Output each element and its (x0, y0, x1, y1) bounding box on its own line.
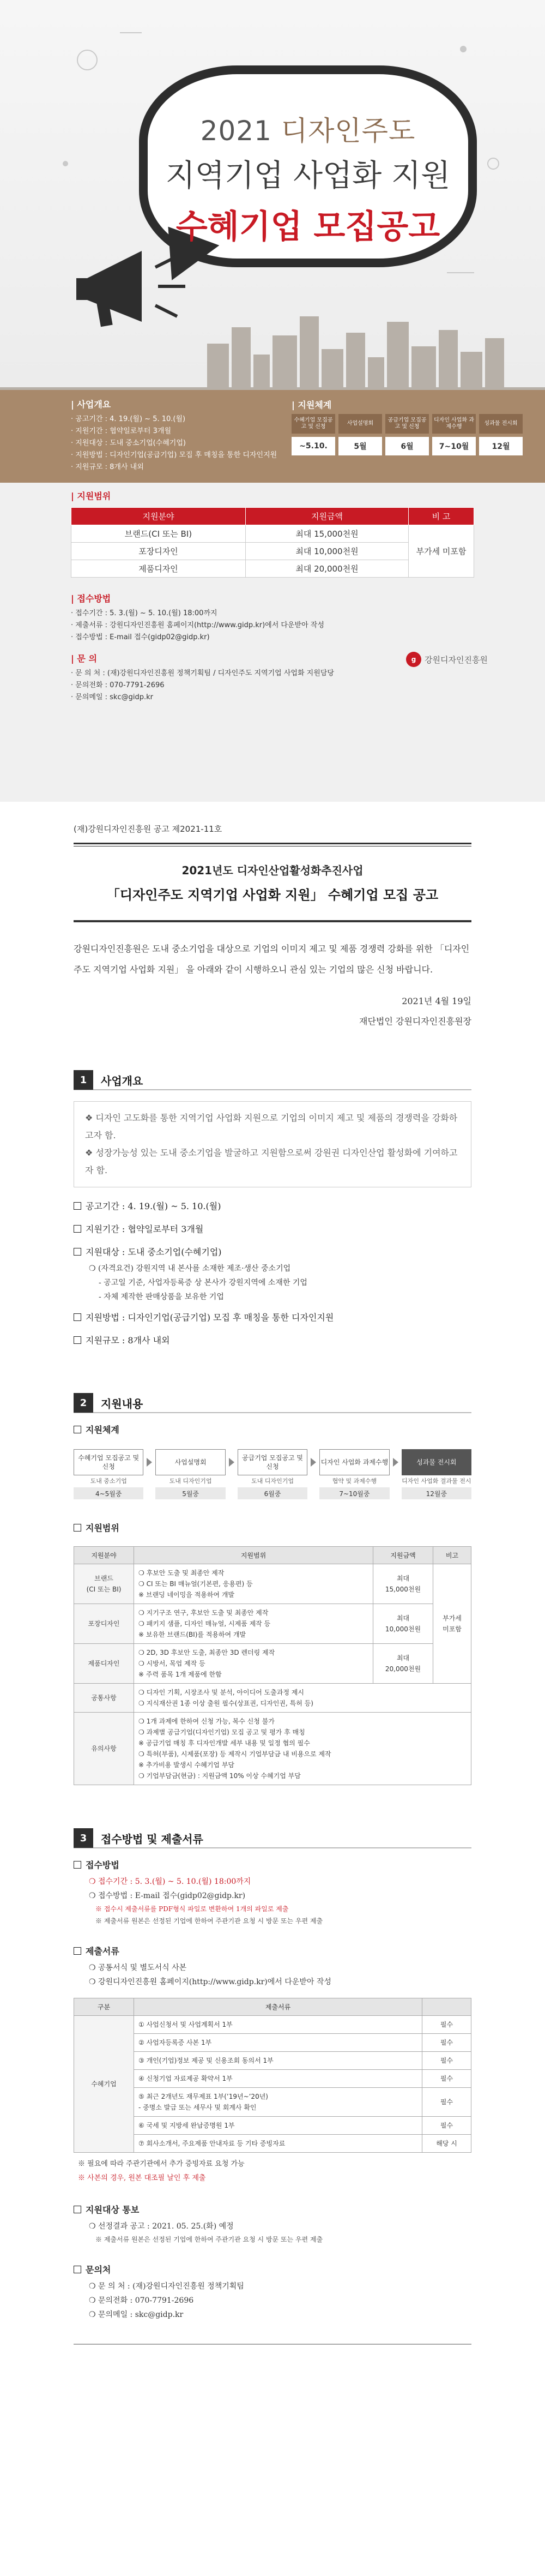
flow-date: 7~10월중 (319, 1487, 389, 1499)
scope-detail: ❍ 디자인 기획, 시장조사 및 분석, 아이디어 도출과정 제시 ❍ 지식재산권 1종 이상 출원 필수(상표권, 디자인권, 특허 등) (134, 1684, 471, 1713)
scope-detail: ❍ 2D, 3D 후보안 도출, 최종안 3D 렌더링 제작 ❍ 시방서, 목업 제작 등 ※ 주력 품목 1개 제품에 한함 (134, 1644, 373, 1684)
purpose-box (74, 1101, 471, 1187)
scope-amount: 최대 10,000천원 (373, 1604, 433, 1644)
docs-line: ❍ 공통서식 및 별도서식 사본 (89, 1963, 187, 1972)
flow-box: 공급기업 모집공고 및 신청 (238, 1449, 307, 1475)
section-number: 1 (74, 1070, 93, 1090)
scope-field: 제품디자인 (74, 1644, 134, 1684)
support-amount: 최대 20,000천원 (245, 560, 408, 578)
flow-box: 수혜기업 모집공고 및 신청 (74, 1449, 143, 1475)
docs-note: ※ 사본의 경우, 원본 대조필 날인 후 제출 (78, 2174, 206, 2182)
poster-logo-text: 강원디자인진흥원 (425, 654, 488, 665)
outline-item-text: 지원대상 : 도내 중소기업(수혜기업) (86, 1247, 222, 1257)
checkbox-square-icon (74, 2266, 81, 2273)
submission-docs-table (74, 1998, 471, 2153)
divider (74, 843, 471, 844)
apply-note: ※ 제출서류 원본은 선정된 기업에 한하여 주관기관 요청 시 방문 또는 우편 제출 (95, 1917, 323, 1925)
support-field: 브랜드(CI 또는 BI) (71, 525, 246, 543)
support-flow (74, 1449, 471, 1499)
table-header (74, 1547, 471, 1564)
schedule-step: 수혜기업 모집공고 및 신청 (292, 414, 335, 434)
checkbox-square-icon (74, 1225, 81, 1233)
poster-year: 2021 (200, 115, 272, 147)
docs-requirement: 필수 (422, 2052, 471, 2070)
poster-outline (71, 398, 277, 473)
flow-date: 5월중 (155, 1487, 225, 1499)
docs-item: ⑤ 최근 2개년도 재무제표 1부(’19년~’20년) - 중명소 발급 또는 세무사 및 회계사 확인 (134, 2088, 422, 2117)
flow-sub: 도내 디자인기업 (169, 1478, 212, 1485)
contact-line: ❍ 문 의 처 : (재)강원디자인진흥원 정책기획팀 (89, 2282, 244, 2291)
arrow-right-icon (147, 1458, 152, 1467)
schedule-step: 공급기업 모집공고 및 신청 (385, 414, 429, 434)
support-note: 부가세 미포함 (409, 525, 474, 578)
table-row (74, 2117, 471, 2135)
system-label-text: 지원체계 (86, 1425, 119, 1435)
checkbox-square-icon (74, 1248, 81, 1256)
flow-sub: 디자인 사업화 결과물 전시 (402, 1478, 471, 1485)
outline-item (74, 1197, 471, 1216)
poster-apply-line: · 접수기간 : 5. 3.(월) ~ 5. 10.(월) 18:00까지 (71, 609, 217, 617)
flow-date: 6월중 (238, 1487, 307, 1499)
scope-label (74, 1519, 471, 1538)
outline-item (74, 1220, 471, 1239)
doc-reference-number: (재)강원디자인진흥원 공고 제2021-11호 (74, 824, 222, 834)
checkbox-square-icon (74, 1426, 81, 1433)
header-cell: 비고 (433, 1547, 471, 1564)
table-row (74, 1604, 471, 1644)
checkbox-square-icon (74, 1947, 81, 1955)
scope-vat-note: 부가세 미포함 (433, 1564, 471, 1684)
poster-schedule (292, 398, 523, 455)
docs-requirement: 필수 (422, 2016, 471, 2034)
poster-info-area (0, 390, 545, 802)
poster-support-table (71, 507, 474, 578)
eligibility-sub: - 자체 제작한 판매상품을 보유한 기업 (99, 1293, 224, 1301)
header-cell: 지원범위 (134, 1547, 373, 1564)
poster (0, 0, 545, 802)
poster-subtitle: 지역기업 사업화 지원 (165, 158, 451, 194)
docs-requirement: 필수 (422, 2088, 471, 2117)
checkbox-square-icon (74, 1861, 81, 1869)
docs-label (74, 1942, 471, 1961)
checkbox-square-icon (74, 2206, 81, 2213)
doc-date: 2021년 4월 19일 (402, 996, 471, 1006)
apply-method: ❍ 접수방법 : E-mail 접수(gidp02@gidp.kr) (89, 1892, 246, 1900)
poster-apply-line: · 제출서류 : 강원디자인진흥원 홈페이지(http://www.gidp.kr)에서 다운받아 작성 (71, 621, 324, 629)
scope-label-text: 지원범위 (86, 1523, 119, 1533)
table-header (74, 1998, 471, 2016)
schedule-date: 12월 (479, 437, 523, 455)
section-number: 2 (74, 1393, 93, 1413)
poster-info-band (0, 390, 545, 483)
purpose-line: ❖ 성장가능성 있는 도내 중소기업을 발굴하고 지원함으로써 강원권 디자인산업 활성화에 기여하고자 함. (85, 1148, 458, 1175)
flow-box: 사업설명회 (155, 1449, 225, 1475)
schedule-date: 5월 (338, 437, 382, 455)
notice-line: ❍ 선정결과 공고 : 2021. 05. 25.(화) 예정 (89, 2222, 234, 2231)
docs-label-text: 제출서류 (86, 1946, 119, 1956)
checkbox-square-icon (74, 1524, 81, 1532)
docs-item: ④ 신청기업 자료제공 확약서 1부 (134, 2070, 422, 2088)
poster-schedule-label: | 지원체계 (292, 400, 332, 410)
eligibility: ❍ (자격요건) 강원지역 내 본사를 소재한 제조·생산 중소기업 (89, 1264, 291, 1273)
docs-item: ⑥ 국세 및 지방세 완납증명원 1부 (134, 2117, 422, 2135)
notice-note: ※ 제출서류 원본은 선정된 기업에 한하여 주관기관 요청 시 방문 또는 우편 제출 (95, 2236, 323, 2243)
flow-step (402, 1449, 471, 1499)
apply-label-text: 접수방법 (86, 1860, 119, 1870)
poster-contact-section (71, 652, 334, 704)
poster-apply-section (71, 592, 324, 644)
scope-detail: ❍ 1개 과제에 한하여 신청 가능, 복수 신청 불가 ❍ 과제별 공급기업(디자인기업) 모집 공고 및 평가 후 매칭 ※ 공급기업 매칭 후 디자인개발 세부 내용 및 일정 협의 필수 ❍ 특허(부품), 시제품(포장) 등 제작시 기업부담금 내 비용으로 제작 ※ 추가비용 발생시 수혜기업 부담 ❍ 기업부담금(현금) : 지원금액 10% 이상 수혜기업 부담 (134, 1713, 471, 1785)
notice-label-text: 지원대상 통보 (86, 2205, 140, 2215)
table-row (74, 2070, 471, 2088)
poster-schedule-steps (292, 414, 523, 434)
contact-line: ❍ 문의전화 : 070-7791-2696 (89, 2296, 194, 2305)
support-amount: 최대 15,000천원 (245, 525, 408, 543)
poster-support-header (71, 508, 474, 525)
flow-sub: 협약 및 과제수행 (332, 1478, 377, 1485)
divider (74, 921, 471, 922)
schedule-date: ~5.10. (292, 437, 335, 455)
outline-items (74, 1197, 471, 1350)
flow-box: 디자인 사업화 과제수행 (319, 1449, 389, 1475)
scope-field: 유의사항 (74, 1713, 134, 1785)
divider (74, 2344, 471, 2345)
table-row (74, 1713, 471, 1785)
table-row (74, 2016, 471, 2034)
header-cell: 지원분야 (74, 1547, 134, 1564)
doc-signatory: 재단법인 강원디자인진흥원장 (359, 1016, 471, 1026)
section-3-header (74, 1829, 471, 1848)
poster-contact-line: · 문의전화 : 070-7791-2696 (71, 681, 165, 689)
gidp-logo-icon: g (406, 652, 421, 667)
header-cell: 구분 (74, 1998, 134, 2016)
docs-note: ※ 필요에 따라 주관기관에서 추가 증빙자료 요청 가능 (78, 2160, 245, 2168)
table-row (74, 2088, 471, 2117)
poster-title-a: 디자인주도 (281, 115, 416, 147)
support-amount: 최대 10,000천원 (245, 543, 408, 560)
outline-item-text: 지원기간 : 협약일로부터 3개월 (86, 1224, 204, 1234)
scope-detail: ❍ 후보안 도출 및 최종안 제작 ❍ CI 또는 BI 매뉴얼(기본편, 응용편) 등 ※ 브랜딩 네이밍을 적용하여 개발 (134, 1564, 373, 1604)
docs-requirement: 필수 (422, 2117, 471, 2135)
docs-item: ⑦ 회사소개서, 주요제품 안내자료 등 기타 증빙자료 (134, 2135, 422, 2153)
schedule-step: 성과물 전시회 (479, 414, 523, 434)
scope-amount: 최대 20,000천원 (373, 1644, 433, 1684)
flow-sub: 도내 디자인기업 (251, 1478, 294, 1485)
poster-year-line (150, 109, 466, 148)
docs-requirement: 필수 (422, 2070, 471, 2088)
arrow-right-icon (393, 1458, 398, 1467)
flow-sub: 도내 중소기업 (90, 1478, 127, 1485)
poster-contact-label: | 문 의 (71, 653, 97, 664)
header-cell: 지원금액 (245, 508, 408, 525)
poster-outline-line: · 지원방법 : 디자인기업(공급기업) 모집 후 매칭을 통한 디자인지원 (71, 451, 277, 459)
outline-item-text: 공고기간 : 4. 19.(월) ~ 5. 10.(월) (86, 1201, 221, 1211)
poster-outline-line: · 지원기간 : 협약일로부터 3개월 (71, 427, 172, 435)
outline-item (74, 1243, 471, 1262)
contact-line: ❍ 문의메일 : skc@gidp.kr (89, 2310, 184, 2319)
outline-item (74, 1308, 471, 1327)
doc-title-line1: 2021년도 디자인산업활성화추진사업 (181, 864, 364, 877)
checkbox-square-icon (74, 1336, 81, 1344)
notice-label (74, 2201, 471, 2219)
purpose-line: ❖ 디자인 고도화를 통한 지역기업 사업화 지원으로 기업의 이미지 제고 및 제품의 경쟁력을 강화하고자 함. (85, 1113, 458, 1140)
table-row (74, 2034, 471, 2052)
poster-outline-line: · 지원대상 : 도내 중소기업(수혜기업) (71, 439, 186, 447)
table-row (74, 1644, 471, 1684)
scope-amount: 최대 15,000천원 (373, 1564, 433, 1604)
outline-item (74, 1331, 471, 1350)
flow-step (74, 1449, 143, 1499)
scope-field: 공통사항 (74, 1684, 134, 1713)
doc-title-line2: 「디자인주도 지역기업 사업화 지원」 수혜기업 모집 공고 (106, 887, 439, 903)
flow-date: 12월중 (402, 1487, 471, 1499)
checkbox-square-icon (74, 1202, 81, 1210)
checkbox-square-icon (74, 1313, 81, 1321)
poster-outline-line: · 공고기간 : 4. 19.(월) ~ 5. 10.(월) (71, 415, 186, 423)
contact-label-text: 문의처 (86, 2265, 111, 2275)
scope-field: 브랜드 (CI 또는 BI) (74, 1564, 134, 1604)
header-cell (422, 1998, 471, 2016)
flow-date: 4~5월중 (74, 1487, 143, 1499)
apply-period: ❍ 접수기간 : 5. 3.(월) ~ 5. 10.(월) 18:00까지 (89, 1877, 251, 1886)
section-title: 접수방법 및 제출서류 (101, 1832, 203, 1846)
docs-item: ② 사업자등록증 사본 1부 (134, 2034, 422, 2052)
schedule-date: 7~10월 (432, 437, 476, 455)
header-cell: 비 고 (409, 508, 474, 525)
city-skyline (0, 305, 545, 393)
flow-box: 성과물 전시회 (402, 1449, 471, 1475)
table-row (74, 2135, 471, 2153)
docs-requirement: 해당 시 (422, 2135, 471, 2153)
poster-outline-label: | 사업개요 (71, 399, 111, 410)
docs-line: ❍ 강원디자인진흥원 홈페이지(http://www.gidp.kr)에서 다운받아 작성 (89, 1978, 331, 1986)
docs-group: 수혜기업 (74, 2016, 134, 2153)
poster-logo (406, 652, 488, 667)
flow-step (155, 1449, 225, 1499)
support-scope-table (74, 1546, 471, 1785)
eligibility-sub: - 공고일 기준, 사업자등록증 상 본사가 강원지역에 소재한 기업 (99, 1278, 307, 1287)
section-title: 지원내용 (101, 1397, 143, 1410)
section-title: 사업개요 (101, 1074, 143, 1088)
poster-main-title: 수혜기업 모집공고 (175, 208, 440, 246)
schedule-step: 디자인 사업화 과제수행 (432, 414, 476, 434)
section-number: 3 (74, 1828, 93, 1848)
support-field: 제품디자인 (71, 560, 246, 578)
doc-intro: 강원디자인진흥원은 도내 중소기업을 대상으로 기업의 이미지 제고 및 제품 경쟁력 강화를 위한 「디자인주도 지역기업 사업화 지원」 을 아래와 같이 시행하오니 관심 있는 기업의 많은 신청 바랍니다. (74, 944, 470, 975)
scope-field: 포장디자인 (74, 1604, 134, 1644)
section-2-header (74, 1394, 471, 1413)
poster-schedule-dates (292, 434, 523, 455)
docs-item: ① 사업신청서 및 사업계획서 1부 (134, 2016, 422, 2034)
flow-step (319, 1449, 389, 1499)
docs-requirement: 필수 (422, 2034, 471, 2052)
poster-apply-line: · 접수방법 : E-mail 접수(gidp02@gidp.kr) (71, 633, 210, 641)
header-cell: 지원금액 (373, 1547, 433, 1564)
apply-note: ※ 접수시 제출서류를 PDF형식 파일로 변환하여 1개의 파일로 제출 (95, 1905, 289, 1913)
poster-support-label: | 지원범위 (71, 491, 111, 501)
arrow-right-icon (229, 1458, 234, 1467)
table-row (74, 1564, 471, 1604)
table-row (71, 525, 474, 543)
section-1-header (74, 1071, 471, 1090)
table-row (74, 2052, 471, 2070)
contact-label (74, 2261, 471, 2279)
schedule-step: 사업설명회 (338, 414, 382, 434)
doc-title-block (74, 846, 471, 918)
scope-detail: ❍ 지기구조 연구, 후보안 도출 및 최종안 제작 ❍ 패키지 샘플, 디자인 매뉴얼, 시제품 제작 등 ※ 보유한 브랜드(BI)를 적용하여 개발 (134, 1604, 373, 1644)
flow-step (238, 1449, 307, 1499)
docs-item: ③ 개인(기업)정보 제공 및 신용조회 동의서 1부 (134, 2052, 422, 2070)
support-field: 포장디자인 (71, 543, 246, 560)
system-label (74, 1421, 471, 1439)
poster-outline-line: · 지원규모 : 8개사 내외 (71, 463, 144, 471)
arrow-right-icon (311, 1458, 316, 1467)
apply-label (74, 1856, 471, 1875)
poster-contact-line: · 문의메일 : skc@gidp.kr (71, 693, 153, 701)
poster-contact-line: · 문 의 처 : (재)강원디자인진흥원 정책기획팀 / 디자인주도 지역기업 사업화 지원담당 (71, 669, 334, 677)
schedule-date: 6월 (385, 437, 429, 455)
header-cell: 지원분야 (71, 508, 246, 525)
header-cell: 제출서류 (134, 1998, 422, 2016)
outline-item-text: 지원규모 : 8개사 내외 (86, 1335, 170, 1346)
poster-title-block (150, 109, 466, 248)
poster-support-section (71, 489, 111, 505)
table-row (74, 1684, 471, 1713)
poster-apply-label: | 접수방법 (71, 593, 111, 604)
announcement-document (0, 815, 545, 2345)
outline-item-text: 지원방법 : 디자인기업(공급기업) 모집 후 매칭을 통한 디자인지원 (86, 1312, 334, 1323)
